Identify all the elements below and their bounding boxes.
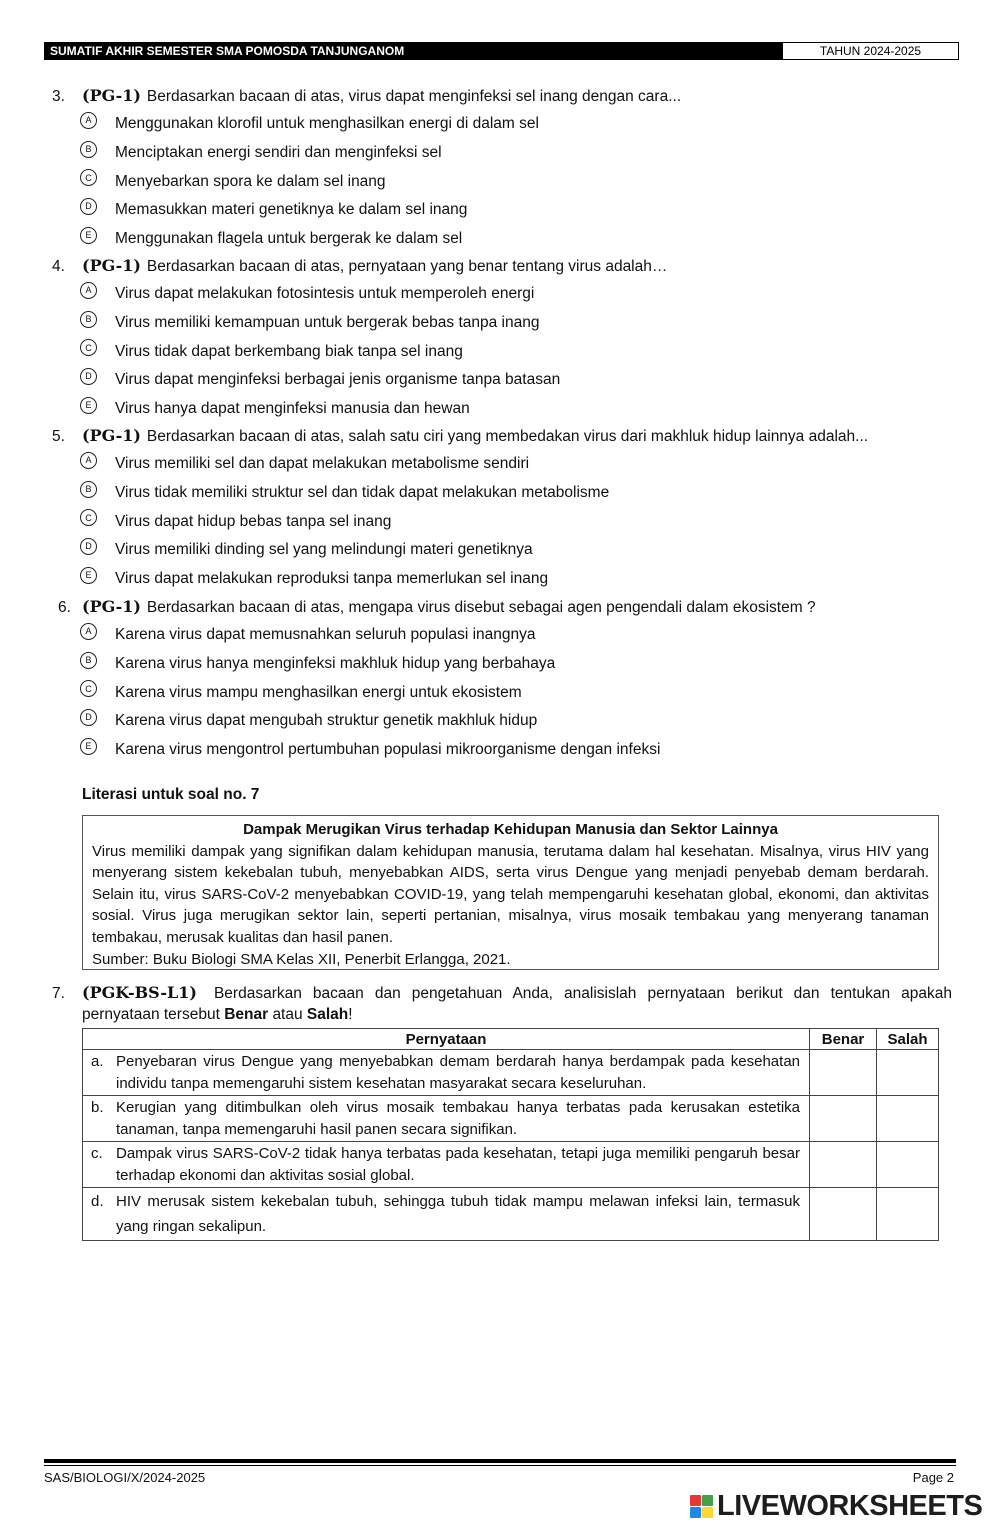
document-code: SAS/BIOLOGI/X/2024-2025 [44, 1470, 206, 1485]
option-d[interactable] [80, 536, 868, 565]
statement-cell [83, 1096, 810, 1142]
liveworksheets-logo[interactable] [690, 1490, 982, 1523]
question-code: (PG-1) [82, 426, 141, 445]
logo-grid-icon [690, 1495, 713, 1518]
option-bubble[interactable]: A [80, 623, 97, 640]
option-a[interactable] [80, 621, 816, 650]
option-bubble[interactable]: B [80, 141, 97, 158]
answer-false-cell[interactable] [877, 1142, 939, 1188]
option-b[interactable] [80, 139, 681, 168]
statement-letter: a. [91, 1053, 104, 1070]
answer-true-cell[interactable] [810, 1050, 877, 1096]
option-bubble[interactable]: A [80, 282, 97, 299]
option-text: Virus tidak memiliki struktur sel dan tidak dapat melakukan metabolisme [115, 484, 610, 502]
option-text: Virus memiliki kemampuan untuk bergerak bebas tanpa inang [115, 314, 540, 332]
word-or: atau [272, 1006, 303, 1023]
keyword-false: Salah [306, 1006, 349, 1023]
option-b[interactable] [80, 309, 667, 338]
question-text: Berdasarkan bacaan di atas, pernyataan yang benar tentang virus adalah… [146, 258, 668, 275]
literacy-heading: Literasi untuk soal no. 7 [82, 786, 260, 803]
header-true: Benar [810, 1029, 877, 1050]
logo-text: LIVEWORKSHEETS [717, 1490, 983, 1522]
academic-year: TAHUN 2024-2025 [782, 42, 959, 60]
statement-table [82, 1028, 939, 1241]
answer-true-cell[interactable] [810, 1096, 877, 1142]
answer-false-cell[interactable] [877, 1188, 939, 1241]
answer-false-cell[interactable] [877, 1050, 939, 1096]
statement-cell [83, 1050, 810, 1096]
option-bubble[interactable]: E [80, 397, 97, 414]
question-5 [52, 426, 868, 593]
question-number: 6. [58, 599, 71, 616]
option-text: Virus tidak dapat berkembang biak tanpa sel inang [115, 342, 463, 360]
question-text: Berdasarkan bacaan di atas, virus dapat menginfeksi sel inang dengan cara... [146, 88, 682, 105]
statement-letter: b. [91, 1099, 104, 1116]
literacy-body: Virus memiliki dampak yang signifikan dalam kehidupan manusia, terutama dalam hal kesehatan. Misalnya, virus HIV yang menyerang sistem kekebalan tubuh, menyebabkan AIDS, serta virus Dengue yang menjadi penyebab demam berdarah. Selain itu, virus SARS-CoV-2 menyebabkan COVID-19, yang telah mempengaruhi kesehatan global, ekonomi, dan aktivitas sosial. Virus juga merugikan sektor lain, seperti pertanian, misalnya, virus mosaik tembakau yang menyerang tanaman tembakau, merusak kualitas dan hasil panen. [92, 842, 929, 946]
option-bubble[interactable]: E [80, 567, 97, 584]
answer-false-cell[interactable] [877, 1096, 939, 1142]
option-bubble[interactable]: B [80, 652, 97, 669]
option-b[interactable] [80, 479, 868, 508]
footer-rule-thin [44, 1465, 956, 1466]
question-code: (PGK-BS-L1) [82, 983, 197, 1002]
option-text: Virus dapat hidup bebas tanpa sel inang [115, 512, 392, 530]
option-list [80, 280, 667, 423]
option-bubble[interactable]: A [80, 452, 97, 469]
option-text: Karena virus mengontrol pertumbuhan populasi mikroorganisme dengan infeksi [115, 741, 661, 759]
option-bubble[interactable]: E [80, 738, 97, 755]
option-bubble[interactable]: D [80, 538, 97, 555]
question-text [82, 982, 952, 1025]
option-c[interactable] [80, 337, 667, 366]
option-bubble[interactable]: D [80, 198, 97, 215]
option-text: Karena virus mampu menghasilkan energi untuk ekosistem [115, 683, 522, 701]
answer-true-cell[interactable] [810, 1188, 877, 1241]
option-text: Menyebarkan spora ke dalam sel inang [115, 172, 386, 190]
option-text: Menggunakan flagela untuk bergerak ke dalam sel [115, 230, 463, 248]
option-c[interactable] [80, 167, 681, 196]
literacy-title: Dampak Merugikan Virus terhadap Kehidupan Manusia dan Sektor Lainnya [243, 821, 778, 838]
option-d[interactable] [80, 707, 816, 736]
statement-letter: d. [91, 1193, 104, 1210]
question-text: Berdasarkan bacaan di atas, salah satu ciri yang membedakan virus dari makhluk hidup lainnya adalah... [146, 428, 869, 445]
option-bubble[interactable]: C [80, 680, 97, 697]
header-false: Salah [877, 1029, 939, 1050]
question-7 [52, 982, 952, 1025]
header-statement: Pernyataan [83, 1029, 810, 1050]
question-text: Berdasarkan bacaan di atas, mengapa virus disebut sebagai agen pengendali dalam ekosistem ? [146, 599, 816, 616]
option-e[interactable] [80, 395, 667, 424]
option-text: Karena virus hanya menginfeksi makhluk hidup yang berbahaya [115, 655, 556, 673]
option-bubble[interactable]: D [80, 368, 97, 385]
statement-text: HIV merusak sistem kekebalan tubuh, sehingga tubuh tidak mampu melawan infeksi lain, termasuk yang ringan sekalipun. [116, 1193, 800, 1235]
question-3 [52, 86, 681, 253]
option-d[interactable] [80, 366, 667, 395]
option-bubble[interactable]: C [80, 339, 97, 356]
option-text: Virus memiliki sel dan dapat melakukan metabolisme sendiri [115, 455, 530, 473]
logo-tile-blue [690, 1507, 701, 1518]
option-c[interactable] [80, 507, 868, 536]
keyword-true: Benar [224, 1006, 269, 1023]
statement-letter: c. [91, 1145, 103, 1162]
option-c[interactable] [80, 678, 816, 707]
statement-text: Kerugian yang ditimbulkan oleh virus mosaik tembakau hanya terbatas pada kerusakan estetika tanaman, tanpa memengaruhi hasil panen secara signifikan. [116, 1099, 800, 1138]
option-e[interactable] [80, 565, 868, 594]
option-a[interactable] [80, 280, 667, 309]
question-number: 7. [52, 985, 65, 1002]
footer-rule [44, 1459, 956, 1463]
option-bubble[interactable]: E [80, 227, 97, 244]
option-text: Menciptakan energi sendiri dan menginfeksi sel [115, 144, 442, 162]
question-code: (PG-1) [82, 597, 141, 616]
question-number: 4. [52, 258, 65, 275]
option-a[interactable] [80, 110, 681, 139]
option-text: Virus memiliki dinding sel yang melindungi materi genetiknya [115, 541, 533, 559]
option-list [80, 450, 868, 593]
statement-cell [83, 1142, 810, 1188]
option-bubble[interactable]: A [80, 112, 97, 129]
option-bubble[interactable]: C [80, 169, 97, 186]
option-d[interactable] [80, 196, 681, 225]
option-text: Virus dapat melakukan fotosintesis untuk memperoleh energi [115, 285, 535, 303]
question-4 [52, 256, 667, 423]
option-bubble[interactable]: B [80, 311, 97, 328]
table-header-row [83, 1029, 939, 1050]
option-bubble[interactable]: D [80, 709, 97, 726]
question-code: (PG-1) [82, 86, 141, 105]
option-list [80, 110, 681, 253]
option-b[interactable] [80, 650, 816, 679]
statement-cell [83, 1188, 810, 1241]
table-row [83, 1142, 939, 1188]
table-row [83, 1096, 939, 1142]
question-number: 5. [52, 428, 65, 445]
statement-text: Penyebaran virus Dengue yang menyebabkan demam berdarah hanya berdampak pada kesehatan individu tanpa memengaruhi sistem kesehatan masyarakat secara keseluruhan. [116, 1053, 800, 1092]
option-text: Menggunakan klorofil untuk menghasilkan energi di dalam sel [115, 115, 539, 133]
page-header [44, 42, 959, 60]
answer-true-cell[interactable] [810, 1142, 877, 1188]
question-6 [58, 597, 816, 764]
option-text: Karena virus dapat memusnahkan seluruh populasi inangnya [115, 626, 536, 644]
logo-tile-red [690, 1495, 701, 1506]
option-bubble[interactable]: C [80, 509, 97, 526]
literacy-source: Sumber: Buku Biologi SMA Kelas XII, Penerbit Erlangga, 2021. [92, 950, 511, 968]
logo-tile-yellow [702, 1507, 713, 1518]
logo-tile-green [702, 1495, 713, 1506]
page-number: Page 2 [912, 1470, 954, 1485]
option-list [80, 621, 816, 764]
option-text: Karena virus dapat mengubah struktur genetik makhluk hidup [115, 712, 538, 730]
option-text: Virus hanya dapat menginfeksi manusia dan hewan [115, 400, 470, 418]
exclamation: ! [348, 1006, 353, 1023]
option-a[interactable] [80, 450, 868, 479]
literacy-box [82, 815, 939, 970]
question-code: (PG-1) [82, 256, 141, 275]
table-row [83, 1050, 939, 1096]
option-text: Memasukkan materi genetiknya ke dalam sel inang [115, 201, 468, 219]
option-e[interactable] [80, 736, 816, 765]
question-text-main: Berdasarkan bacaan dan pengetahuan Anda, analisislah pernyataan berikut dan tentukan apakah pernyataan tersebut [82, 985, 952, 1023]
exam-title: SUMATIF AKHIR SEMESTER SMA POMOSDA TANJUNGANOM [44, 42, 782, 60]
option-text: Virus dapat menginfeksi berbagai jenis organisme tanpa batasan [115, 371, 561, 389]
option-e[interactable] [80, 225, 681, 254]
question-number: 3. [52, 88, 65, 105]
option-bubble[interactable]: B [80, 481, 97, 498]
table-row [83, 1188, 939, 1241]
option-text: Virus dapat melakukan reproduksi tanpa memerlukan sel inang [115, 570, 549, 588]
statement-text: Dampak virus SARS-CoV-2 tidak hanya terbatas pada kesehatan, tetapi juga memiliki pengaruh besar terhadap ekonomi dan aktivitas sosial global. [116, 1145, 800, 1184]
